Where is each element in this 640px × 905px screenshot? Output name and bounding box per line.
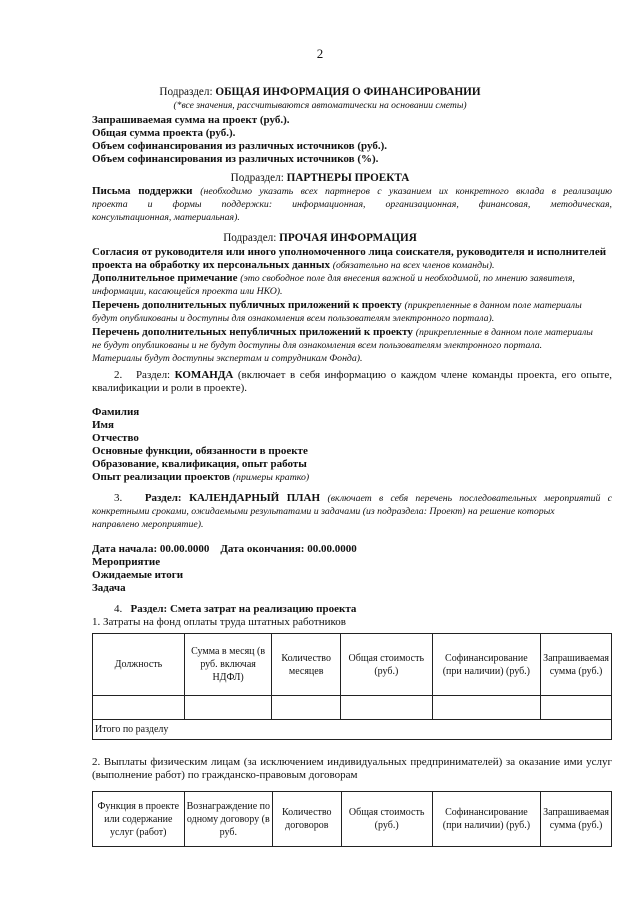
finance-subsection-title: [0, 86, 640, 98]
consent-note: (обязательно на всех членов команды).: [332, 260, 495, 271]
private-note-3: Материалы будут доступны экспертам и сотрудникам Фонда).: [92, 353, 363, 364]
table-cell[interactable]: [340, 696, 432, 720]
col-header: Должность: [93, 634, 185, 696]
private-label: Перечень дополнительных непубличных приложений к проекту: [92, 326, 413, 338]
table-cell[interactable]: [432, 696, 540, 720]
budget-num: 4.: [114, 603, 123, 615]
team-desc-2: квалификации и роли в проекте).: [92, 382, 247, 394]
consent-line-1: Согласия от руководителя или иного уполномоченного лица соискателя, руководителя и исполнителей: [92, 246, 607, 258]
budget-sub2-line-2: (выполнение работ) по гражданско-правовым договорам: [92, 769, 358, 781]
calendar-field: Задача: [92, 582, 126, 594]
table-cell[interactable]: [272, 696, 341, 720]
team-field: Образование, квалификация, опыт работы: [92, 458, 307, 470]
public-label: Перечень дополнительных публичных приложений к проекту: [92, 299, 402, 311]
finance-title-prefix: Подраздел:: [159, 86, 213, 98]
finance-item: Объем софинансирования из различных источников (%).: [92, 153, 379, 165]
budget-sub2-line-1: 2. Выплаты физическим лицам (за исключением индивидуальных предпринимателей) за оказание ими услуг: [92, 756, 612, 768]
partners-note-2: проекта и формы поддержки: информационная, организационная, финансовая, методическая,: [92, 199, 612, 210]
public-note-2: будут опубликованы и доступны для ознакомления всем пользователям электронного портала).: [92, 313, 495, 324]
other-title-prefix: Подраздел:: [223, 232, 277, 244]
public-note-1: (прикрепленные в данном поле материалы: [404, 300, 582, 311]
team-field: Основные функции, обязанности в проекте: [92, 445, 308, 457]
partners-note-3: консультационная, материальная).: [92, 212, 240, 223]
finance-item: Общая сумма проекта (руб.).: [92, 127, 236, 139]
salary-table: [92, 633, 612, 740]
other-title-text: ПРОЧАЯ ИНФОРМАЦИЯ: [279, 232, 417, 244]
partners-line-1: [92, 185, 612, 198]
table-cell[interactable]: [184, 696, 272, 720]
partners-note-1: (необходимо указать всех партнеров с указанием их конкретного вклада в реализацию: [200, 186, 613, 197]
total-label: Итого по разделу: [93, 720, 612, 740]
extra-label: Дополнительное примечание: [92, 272, 238, 284]
budget-section-header: [114, 603, 356, 615]
team-section-header: [92, 369, 612, 395]
calendar-field: Ожидаемые итоги: [92, 569, 184, 581]
contracts-table: [92, 791, 612, 847]
team-experience-line: [92, 471, 309, 483]
col-header: Запрашиваемая сумма (руб.): [541, 634, 612, 696]
calendar-dates: [92, 543, 357, 555]
table-header-row: [93, 792, 612, 847]
team-title: КОМАНДА: [174, 369, 234, 381]
col-header: Количество договоров: [273, 792, 341, 847]
team-exp-note: (примеры кратко): [232, 472, 310, 483]
team-field: Имя: [92, 419, 114, 431]
team-label: Раздел:: [135, 369, 171, 381]
partners-title-prefix: Подраздел:: [230, 172, 284, 184]
finance-title-text: ОБЩАЯ ИНФОРМАЦИЯ О ФИНАНСИРОВАНИИ: [215, 86, 481, 98]
team-num: 2.: [114, 369, 123, 381]
calendar-desc-1: (включает в себя перечень последовательных мероприятий с: [327, 493, 613, 504]
table-total-row: [93, 720, 612, 740]
calendar-field: Мероприятие: [92, 556, 161, 568]
team-desc-1: (включает в себя информацию о каждом члене команды проекта, его опыте,: [237, 369, 612, 381]
col-header: Общая стоимость (руб.): [340, 634, 432, 696]
team-exp-label: Опыт реализации проектов: [92, 471, 231, 483]
col-header: Функция в проекте или содержание услуг (работ): [93, 792, 185, 847]
budget-sub1: 1. Затраты на фонд оплаты труда штатных работников: [92, 616, 346, 628]
calendar-desc-3: направлено мероприятие).: [92, 519, 204, 530]
other-subsection-title: [0, 232, 640, 244]
private-note-1: (прикрепленные в данном поле материалы: [415, 327, 593, 338]
partners-paragraph: [92, 185, 612, 224]
col-header: Общая стоимость (руб.): [341, 792, 432, 847]
col-header: Вознаграждение по одному договору (в руб.: [184, 792, 272, 847]
consent-line-2: [92, 259, 612, 272]
consent-label-2: проекта на обработку их персональных данных: [92, 259, 330, 271]
calendar-section-header: [92, 492, 612, 531]
page-number: 2: [316, 46, 324, 61]
extra-note-2: информации, касающейся проекта или НКО).: [92, 286, 283, 297]
col-header: Запрашиваемая сумма (руб.): [541, 792, 612, 847]
col-header: Сумма в месяц (в руб. включая НДФЛ): [184, 634, 272, 696]
table-header-row: [93, 634, 612, 696]
private-line-1: [92, 326, 612, 339]
budget-title: Раздел: Смета затрат на реализацию проекта: [130, 603, 357, 615]
table-cell[interactable]: [93, 696, 185, 720]
team-field: Отчество: [92, 432, 139, 444]
finance-item: Запрашиваемая сумма на проект (руб.).: [92, 114, 290, 126]
team-field: Фамилия: [92, 406, 140, 418]
calendar-title: КАЛЕНДАРНЫЙ ПЛАН: [189, 492, 321, 504]
finance-note: (*все значения, рассчитываются автоматически на основании сметы): [173, 100, 467, 111]
public-line-1: [92, 299, 612, 312]
calendar-desc-2: конкретными сроками, ожидаемыми результатами и задачами (из подраздела: Проект) на решение которых: [92, 506, 555, 517]
partners-title-text: ПАРТНЕРЫ ПРОЕКТА: [286, 172, 410, 184]
extra-line-1: [92, 272, 612, 285]
calendar-start: Дата начала: 00.00.0000: [92, 543, 210, 555]
calendar-end: Дата окончания: 00.00.0000: [220, 543, 357, 555]
team-line-1: [92, 369, 612, 382]
calendar-line-1: [92, 492, 612, 505]
calendar-num: 3.: [114, 492, 123, 504]
table-row: [93, 696, 612, 720]
partners-subsection-title: [0, 172, 640, 184]
col-header: Софинансирование (при наличии) (руб.): [432, 634, 540, 696]
finance-item: Объем софинансирования из различных источников (руб.).: [92, 140, 387, 152]
col-header: Софинансирование (при наличии) (руб.): [432, 792, 540, 847]
partners-label: Письма поддержки: [92, 185, 193, 197]
col-header: Количество месяцев: [272, 634, 341, 696]
extra-note-1: (это свободное поле для внесения важной и необходимой, по мнению заявителя,: [240, 273, 575, 284]
table-cell[interactable]: [541, 696, 612, 720]
calendar-label: Раздел:: [144, 492, 182, 504]
other-paragraph: [92, 246, 612, 365]
private-note-2: не будут опубликованы и не будут доступны для ознакомления всем пользователям электронного портала.: [92, 340, 543, 351]
budget-sub2: [92, 756, 612, 782]
